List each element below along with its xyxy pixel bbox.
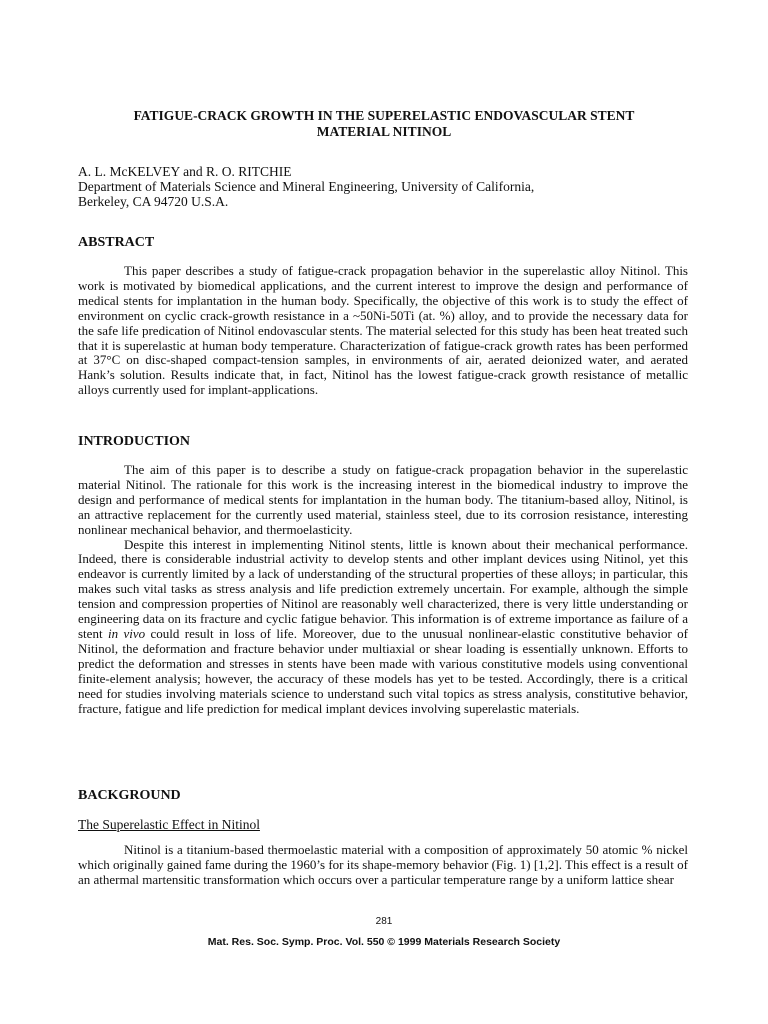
background-heading: BACKGROUND bbox=[78, 788, 181, 803]
background-subheading: The Superelastic Effect in Nitinol bbox=[78, 817, 260, 832]
in-vivo-italic: in vivo bbox=[107, 625, 146, 641]
author-block bbox=[78, 164, 698, 209]
abstract-heading: ABSTRACT bbox=[78, 235, 155, 250]
introduction-paragraph-2-end: could result in loss of life. Moreover, due to the unusual nonlinear-elastic constitutive behavior of Nitinol, the deformation and fracture behavior under multiaxial or shear loading is essentially unknown. Efforts to predict the deformation and stresses in stents have been made with various constitutive models using conventional finite-element analysis; however, the accuracy of these models has yet to be tested. Accordingly, there is a critical need for studies involving materials science to understand such vital topics as stress analysis, constitutive behavior, fracture, fatigue and life prediction for medical implant devices involving superelastic materials. bbox=[78, 625, 688, 716]
author-names: A. L. McKELVEY and R. O. RITCHIE bbox=[78, 164, 292, 179]
affiliation-line-1: Department of Materials Science and Mineral Engineering, University of California, bbox=[78, 179, 535, 194]
introduction-paragraph-1: The aim of this paper is to describe a study on fatigue-crack propagation behavior in the superelastic material Nitinol. The rationale for this work is the increasing interest in the biomedical industry to improve the design and performance of medical stents for implantation in the human body. The titanium-based alloy, Nitinol, is an attractive replacement for the currently used material, stainless steel, due to its corrosion resistance, interesting nonlinear mechanical behavior, and thermoelasticity. bbox=[78, 462, 688, 537]
title-line-2: MATERIAL NITINOL bbox=[316, 124, 452, 139]
abstract-text: This paper describes a study of fatigue-crack propagation behavior in the superelastic alloy Nitinol. This work is motivated by biomedical applications, and the current interest to improve the design and performance of medical stents for implantation in the human body. Specifically, the objective of this work is to study the effect of environment on cyclic crack-growth resistance in a ~50Ni-50Ti (at. %) alloy, and to provide the necessary data for the safe life predication of Nitinol endovascular stents. The material selected for this study has been heat treated such that it is superelastic at human body temperature. Characterization of fatigue-crack growth rates has been performed at 37°C on disc-shaped compact-tension samples, in environments of air, aerated deionized water, and aerated Hank’s solution. Results indicate that, in fact, Nitinol has the lowest fatigue-crack growth resistance of metallic alloys currently used for implant-applications. bbox=[78, 263, 688, 398]
background-paragraph-1: Nitinol is a titanium-based thermoelastic material with a composition of approximately 50 atomic % nickel which originally gained fame during the 1960’s for its shape-memory behavior (Fig. 1) [1,2]. This effect is a result of an athermal martensitic transformation which occurs over a particular temperature range by a uniform lattice shear bbox=[78, 842, 688, 887]
title-line-1: FATIGUE-CRACK GROWTH IN THE SUPERELASTIC ENDOVASCULAR STENT bbox=[133, 108, 635, 123]
introduction-heading: INTRODUCTION bbox=[78, 434, 191, 449]
introduction-paragraph-2-start: Despite this interest in implementing Nitinol stents, little is known about their mechanical performance. Indeed, there is considerable industrial activity to develop stents and other implant devices using Nitinol, yet this endeavor is currently limited by a lack of understanding of the structural properties of these alloys; in particular, this makes such vital tasks as stress analysis and life prediction extremely uncertain. For example, although the simple tension and compression properties of Nitinol are reasonably well characterized, there is very little understanding or engineering data on its fracture and cyclic fatigue behavior. This information is of extreme importance as failure of a stent bbox=[78, 536, 688, 641]
affiliation-line-2: Berkeley, CA 94720 U.S.A. bbox=[78, 194, 229, 209]
introduction-body bbox=[78, 463, 688, 716]
citation-footer: Mat. Res. Soc. Symp. Proc. Vol. 550 © 1999 Materials Research Society bbox=[207, 936, 561, 948]
page-number: 281 bbox=[375, 916, 393, 927]
paper-title bbox=[76, 108, 692, 140]
introduction-paragraph-2 bbox=[78, 538, 688, 717]
